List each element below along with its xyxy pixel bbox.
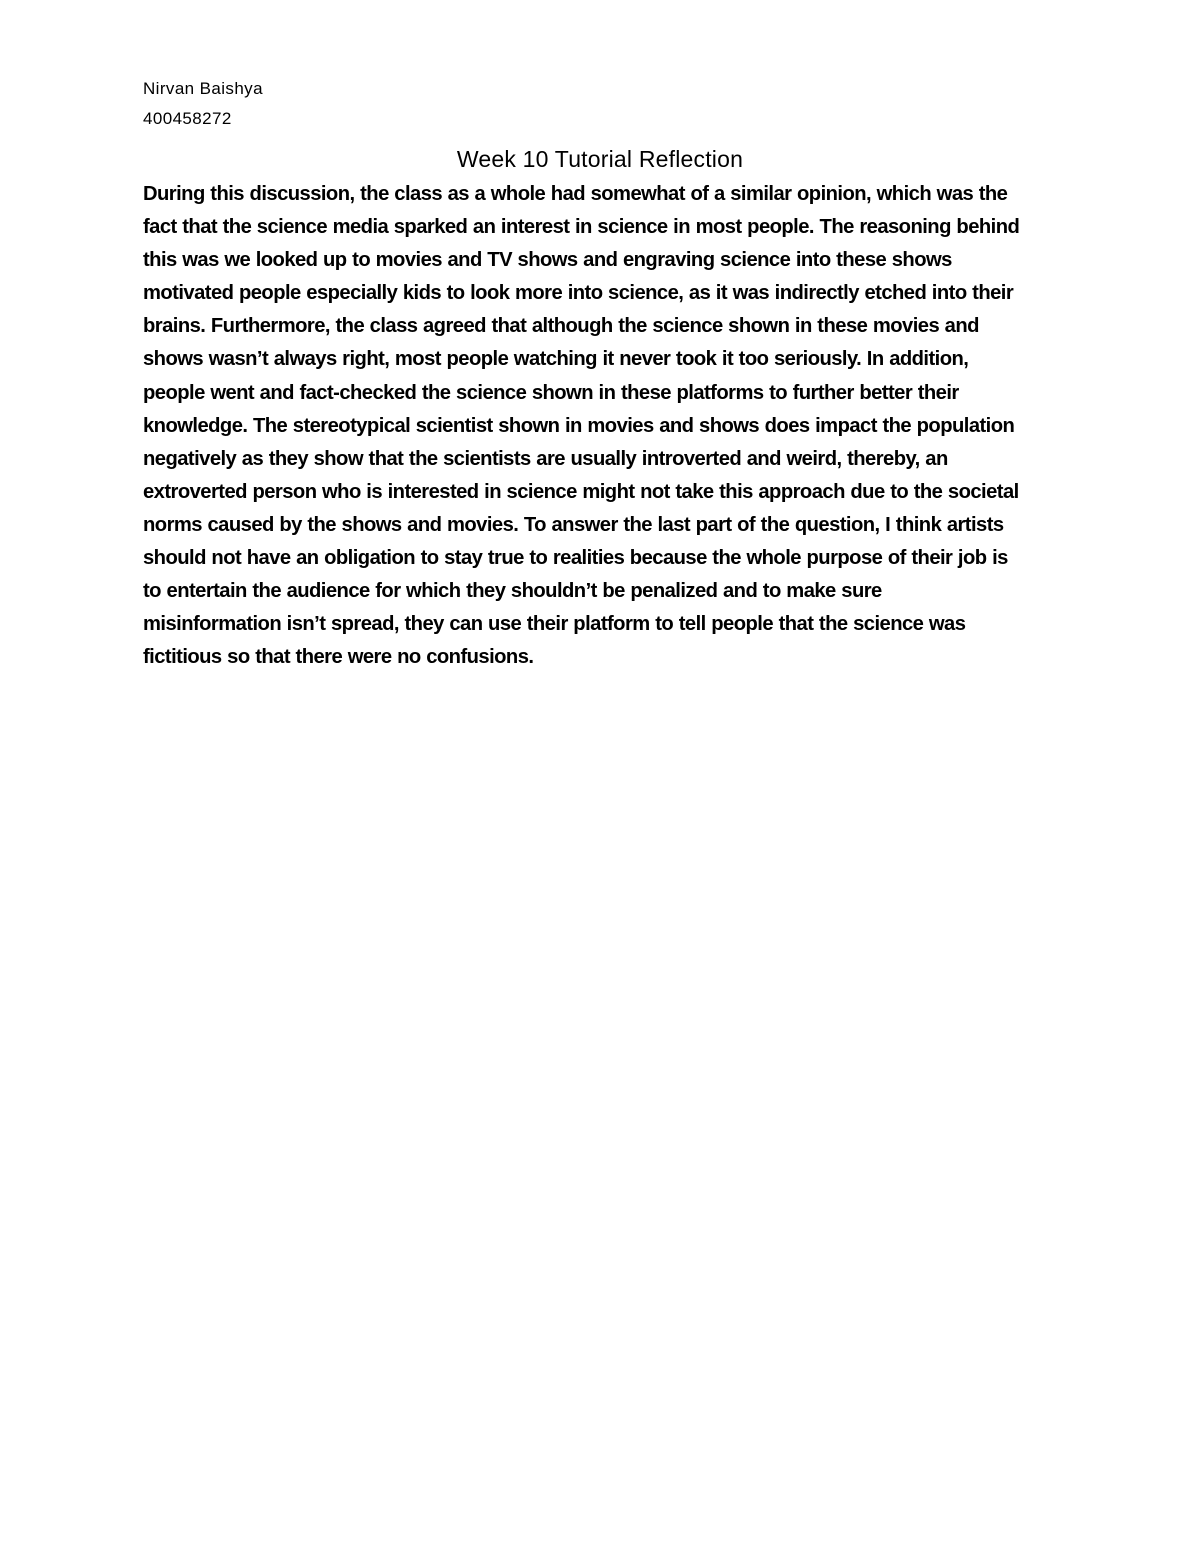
author-name: Nirvan Baishya — [143, 79, 263, 98]
paragraph-line: knowledge. The stereotypical scientist shown in movies and shows does impact the population — [143, 414, 1015, 437]
paragraph-line: motivated people especially kids to look more into science, as it was indirectly etched into their — [143, 282, 1014, 305]
paragraph-line: During this discussion, the class as a whole had somewhat of a similar opinion, which was the — [143, 183, 1008, 205]
document-title: Week 10 Tutorial Reflection — [456, 146, 744, 172]
paragraph-line: negatively as they show that the scientists are usually introverted and weird, thereby, an — [143, 447, 948, 470]
paragraph-line: people went and fact-checked the science shown in these platforms to further better their — [143, 381, 959, 404]
paragraph-line: extroverted person who is interested in science might not take this approach due to the societal — [143, 480, 1019, 503]
paragraph-line: should not have an obligation to stay true to realities because the whole purpose of their job is — [143, 547, 1008, 570]
paragraph-line: this was we looked up to movies and TV shows and engraving science into these shows — [143, 249, 952, 272]
paragraph-line: fictitious so that there were no confusions. — [143, 646, 534, 669]
reflection-paragraph — [143, 178, 1063, 674]
paragraph-line: misinformation isn’t spread, they can use their platform to tell people that the science was — [143, 613, 966, 636]
paragraph-line: fact that the science media sparked an interest in science in most people. The reasoning behind — [143, 216, 1020, 239]
header-block — [143, 74, 543, 134]
paragraph-line: brains. Furthermore, the class agreed that although the science shown in these movies and — [143, 315, 979, 338]
paragraph-line: to entertain the audience for which they shouldn’t be penalized and to make sure — [143, 580, 882, 603]
paragraph-line: norms caused by the shows and movies. To answer the last part of the question, I think artists — [143, 513, 1004, 536]
student-id: 400458272 — [143, 109, 232, 128]
paragraph-line: shows wasn’t always right, most people watching it never took it too seriously. In addition, — [143, 348, 969, 371]
